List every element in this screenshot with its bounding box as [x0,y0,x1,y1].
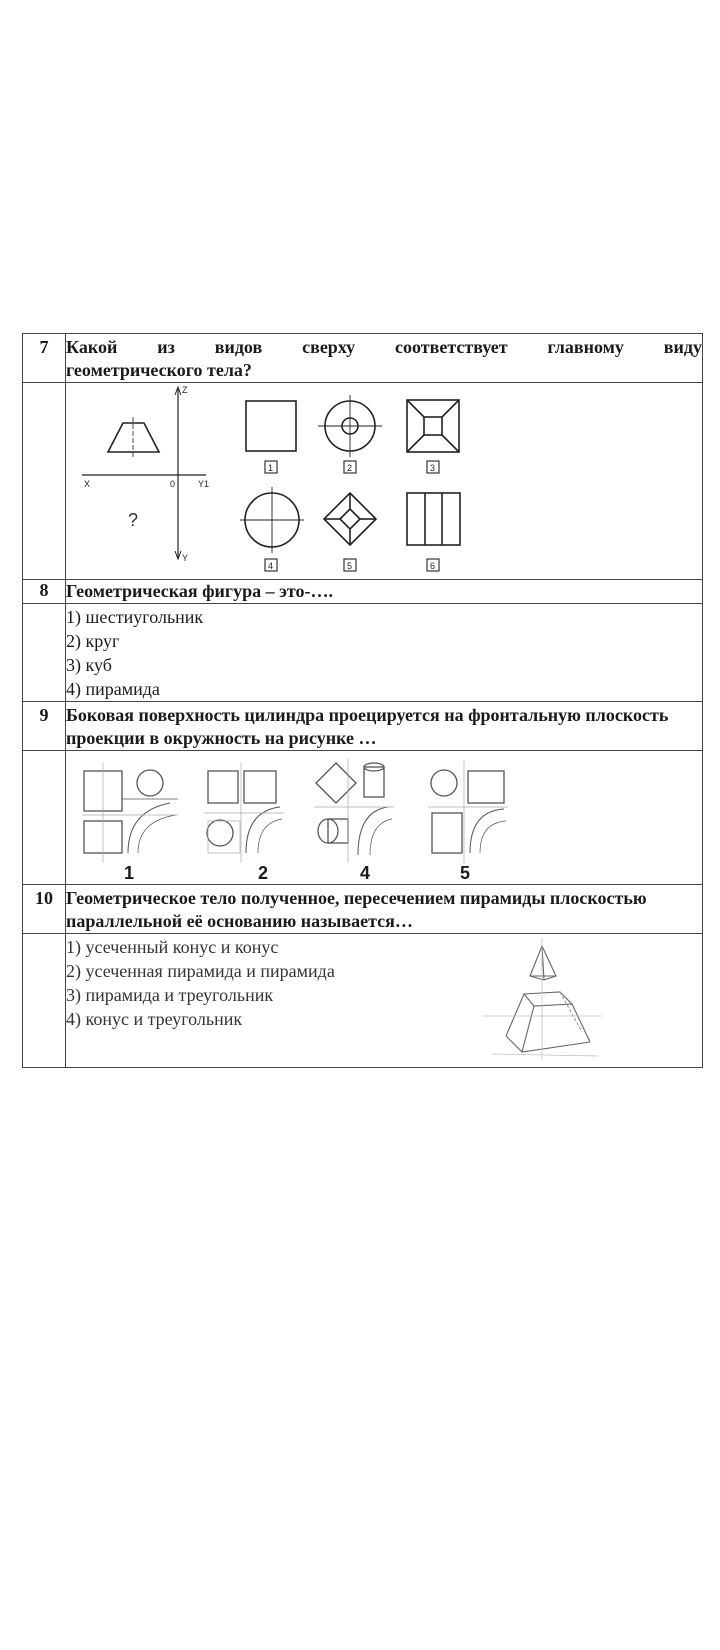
question-9-figure-row [23,751,703,885]
answer-option: 1) шестиугольник [66,607,204,627]
question-number: 9 [23,702,66,751]
question-9-text: Боковая поверхность цилиндра проецируется на фронтальную плоскость проекции в окружность на рисунке … [66,705,669,748]
frustum-top [524,992,572,1006]
front-view-trapezoid [108,423,159,452]
answer-option: 3) пирамида и треугольник [66,985,274,1005]
question-7-text: Какой из видов сверху соответствует главному виду геометрического тела? [66,337,702,380]
cylinder-variant-2 [204,763,284,863]
option-label: 5 [347,561,353,571]
question-7-figure-row [23,383,703,580]
axis-label-z: Z [182,385,188,395]
question-number: 10 [23,885,66,934]
axis-label-origin: 0 [170,479,176,489]
question-10-row [23,885,703,934]
cylinder-variant-5 [428,761,508,863]
answer-list [66,604,702,701]
projection-views-figure [66,383,704,579]
answer-option: 2) усеченная пирамида и пирамида [66,961,335,981]
option-label: 6 [430,561,436,571]
answer-option: 1) усеченный конус и конус [66,937,279,957]
axis-label-x: X [84,479,91,489]
question-number: 7 [23,334,66,383]
question-mark: ? [128,510,139,530]
option-1-square [246,401,296,451]
quiz-table [22,333,703,1068]
question-number: 8 [23,580,66,604]
question-8-text: Геометрическая фигура – это-…. [66,581,333,601]
cylinder-variant-4 [314,759,394,863]
option-label: 4 [268,561,274,571]
question-10-text: Геометрическое тело полученное, пересечением пирамиды плоскостью параллельной её основанию называется… [66,888,647,931]
question-10-answers-row [23,934,703,1068]
option-6-striped-rect [407,493,460,545]
figure-label: 4 [360,863,371,883]
cylinder-variant-1 [82,763,178,863]
answer-option: 2) круг [66,631,120,651]
question-text-cell [66,334,703,383]
truncated-pyramid-figure [472,936,612,1064]
axis-label-y1: Y1 [198,479,210,489]
option-label: 2 [347,463,353,473]
option-label: 1 [268,463,274,473]
question-9-row [23,702,703,751]
figure-label: 1 [124,863,135,883]
question-7-row [23,334,703,383]
question-7-figure-cell [66,383,703,580]
figure-label: 2 [258,863,269,883]
axis-label-y: Y [182,553,189,563]
cylinder-projections-figure [66,751,704,884]
question-8-answers-row [23,604,703,702]
answer-option: 4) пирамида [66,679,160,699]
option-label: 3 [430,463,436,473]
question-8-row [23,580,703,604]
figure-label: 5 [460,863,471,883]
answer-option: 4) конус и треугольник [66,1009,243,1029]
answer-option: 3) куб [66,655,112,675]
